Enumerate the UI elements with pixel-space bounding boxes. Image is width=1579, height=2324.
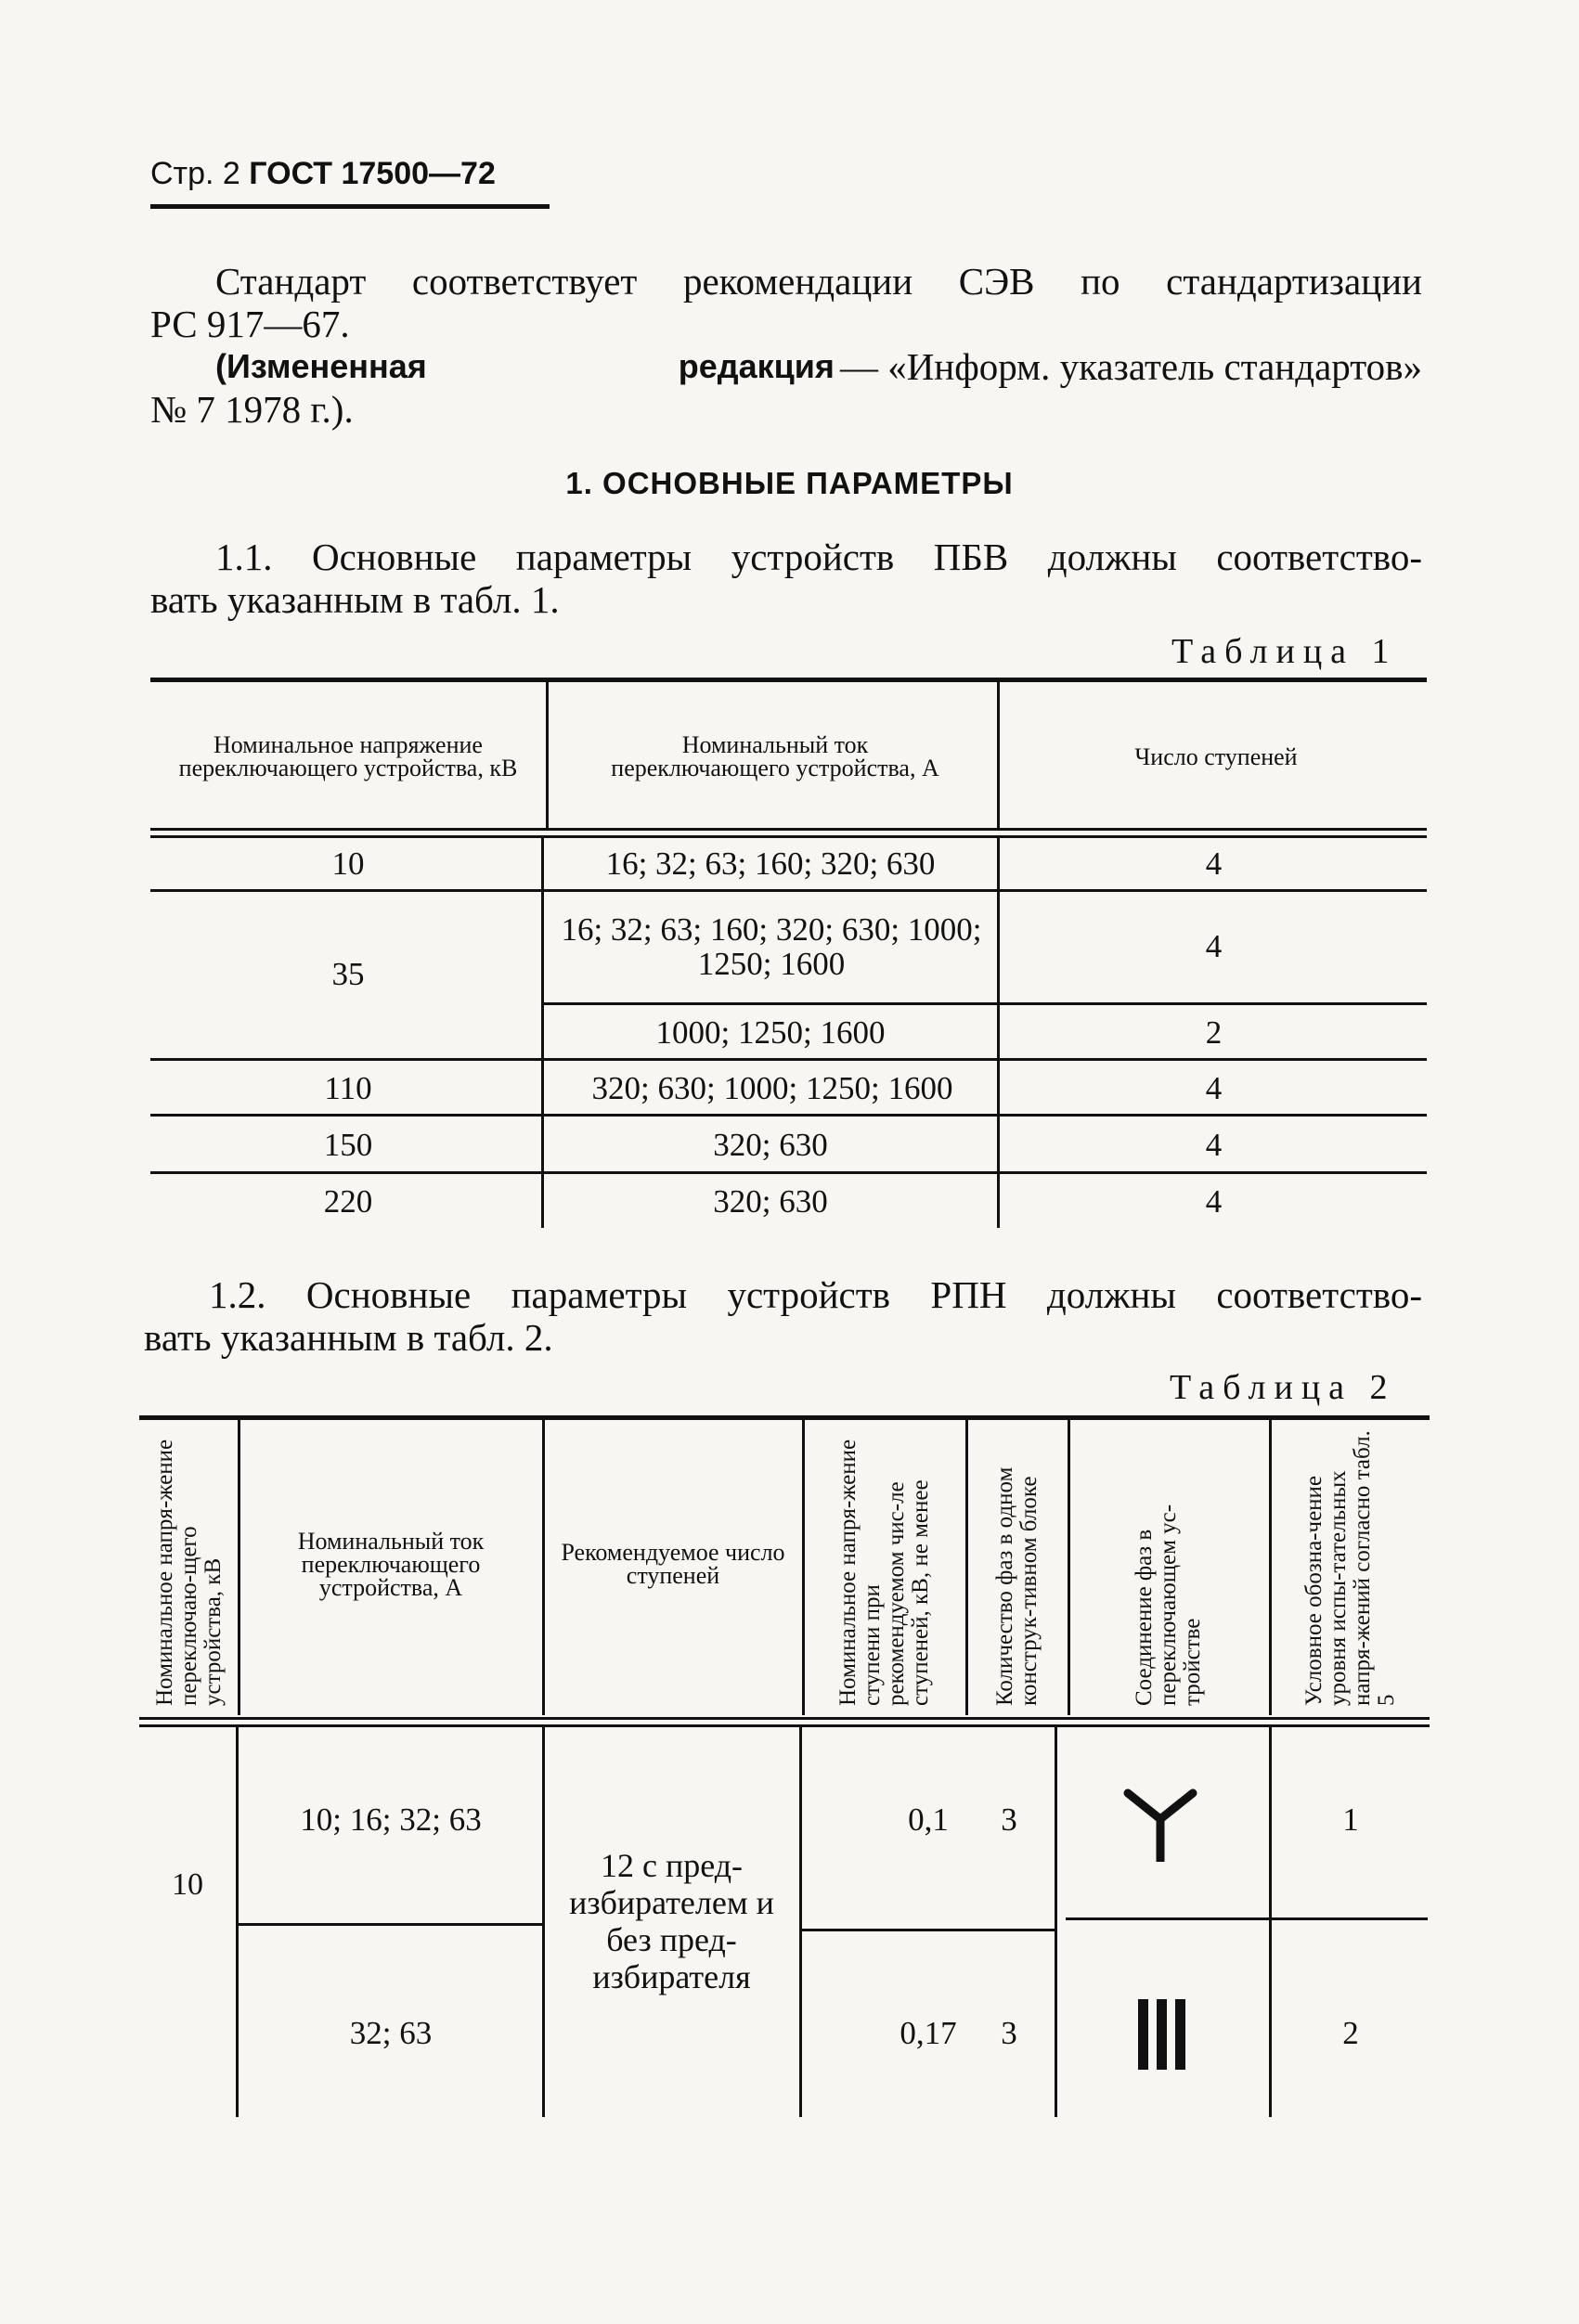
table1-row1-voltage: 10	[331, 846, 365, 882]
paragraph-1-2-line-1: 1.2. Основные параметры устройств РПН должны соответство-	[209, 1273, 1422, 1316]
three-lines-icon	[1134, 1995, 1190, 2073]
table2-row2-phases: 3	[1001, 2014, 1017, 2051]
table2-row2-step-voltage: 0,17	[900, 2014, 957, 2051]
table2-header-step-voltage: Номинальное напря-жение ступени при рекомендуемом чис-ле ступеней, кВ, не менее	[835, 1439, 933, 1706]
table2-header-current: Номинальный ток переключающего устройства, А	[297, 1527, 485, 1601]
table1-caption: Таблица 1	[1171, 632, 1398, 671]
changed-edition-line-2: № 7 1978 г.).	[150, 388, 354, 431]
changed-bold-1: (Измененная	[215, 347, 427, 385]
table1-row5-steps: 4	[1205, 1126, 1223, 1163]
table2-header-level: Условное обозна-чение уровня испы-тательных напря-жений согласно табл. 5	[1301, 1429, 1399, 1706]
table1-row5-voltage: 150	[323, 1126, 373, 1163]
table2-row1-step-voltage: 0,1	[908, 1801, 949, 1838]
paragraph-1-1-line-1: 1.1. Основные параметры устройств ПБВ должны соответство-	[215, 536, 1422, 578]
changed-edition-line	[215, 343, 1422, 390]
section-title: 1. ОСНОВНЫЕ ПАРАМЕТРЫ	[565, 466, 1014, 500]
intro-line-1: Стандарт соответствует рекомендации СЭВ по стандартизации	[215, 260, 1422, 303]
table2-row1-steps: 12 с пред-избирателем и без пред-избирателя	[569, 1847, 774, 1995]
table1-header-voltage: Номинальное напряжение переключающего устройства, кВ	[178, 731, 518, 781]
star-icon	[1123, 1782, 1197, 1866]
paragraph-1-1-line-2: вать указанным в табл. 1.	[150, 578, 560, 621]
table1-row3-current: 1000; 1250; 1600	[655, 1014, 886, 1051]
paragraph-1-2-line-2: вать указанным в табл. 2.	[144, 1316, 553, 1359]
table1-row3-steps: 2	[1205, 1014, 1223, 1051]
table1-row6-steps: 4	[1205, 1182, 1223, 1220]
table1-row4-current: 320; 630; 1000; 1250; 1600	[591, 1069, 953, 1106]
table2-row1-level: 1	[1342, 1801, 1359, 1838]
table2-header-phases: Количество фаз в одном конструк-тивном блоке	[992, 1466, 1042, 1706]
table2-row2-current: 32; 63	[349, 2014, 433, 2051]
table1-header-steps: Число ступеней	[1134, 742, 1298, 770]
table2-header-connection: Соединение фаз в переключающем ус-тройстве	[1132, 1504, 1205, 1706]
changed-rest: — «Информ. указатель стандартов»	[839, 345, 1422, 388]
table2-header-voltage: Номинальное напря-жение переключаю-щего устройства, кВ	[152, 1439, 226, 1706]
table2-caption: Таблица 2	[1170, 1368, 1396, 1407]
table2-header-steps: Рекомендуемое число ступеней	[561, 1539, 785, 1589]
table1-row2-steps: 4	[1205, 928, 1223, 964]
table1-row2-current: 16; 32; 63; 160; 320; 630; 1000; 1250; 1600	[561, 910, 982, 982]
table1-row6-current: 320; 630	[713, 1182, 828, 1220]
table2-row1-voltage: 10	[172, 1866, 203, 1902]
table1-row2-voltage: 35	[331, 956, 365, 992]
page-number: Стр. 2	[150, 156, 240, 191]
table2-row2-level: 2	[1342, 2014, 1359, 2051]
table1-header-current: Номинальный ток переключающего устройства, А	[611, 731, 939, 781]
table2-row1-phases: 3	[1001, 1801, 1017, 1838]
table1-row4-voltage: 110	[324, 1069, 372, 1106]
table1-row4-steps: 4	[1205, 1069, 1223, 1106]
table1-row1-current: 16; 32; 63; 160; 320; 630	[605, 846, 936, 882]
header-rule	[150, 204, 550, 209]
table1-row5-current: 320; 630	[713, 1126, 828, 1163]
page-header	[150, 156, 496, 192]
standard-code: ГОСТ 17500—72	[249, 156, 496, 191]
table1-row6-voltage: 220	[323, 1182, 373, 1220]
table2-row1-current: 10; 16; 32; 63	[300, 1801, 482, 1838]
intro-line-2: РС 917—67.	[150, 303, 350, 345]
table1-row1-steps: 4	[1205, 846, 1223, 882]
changed-bold-2: редакция	[678, 347, 835, 385]
